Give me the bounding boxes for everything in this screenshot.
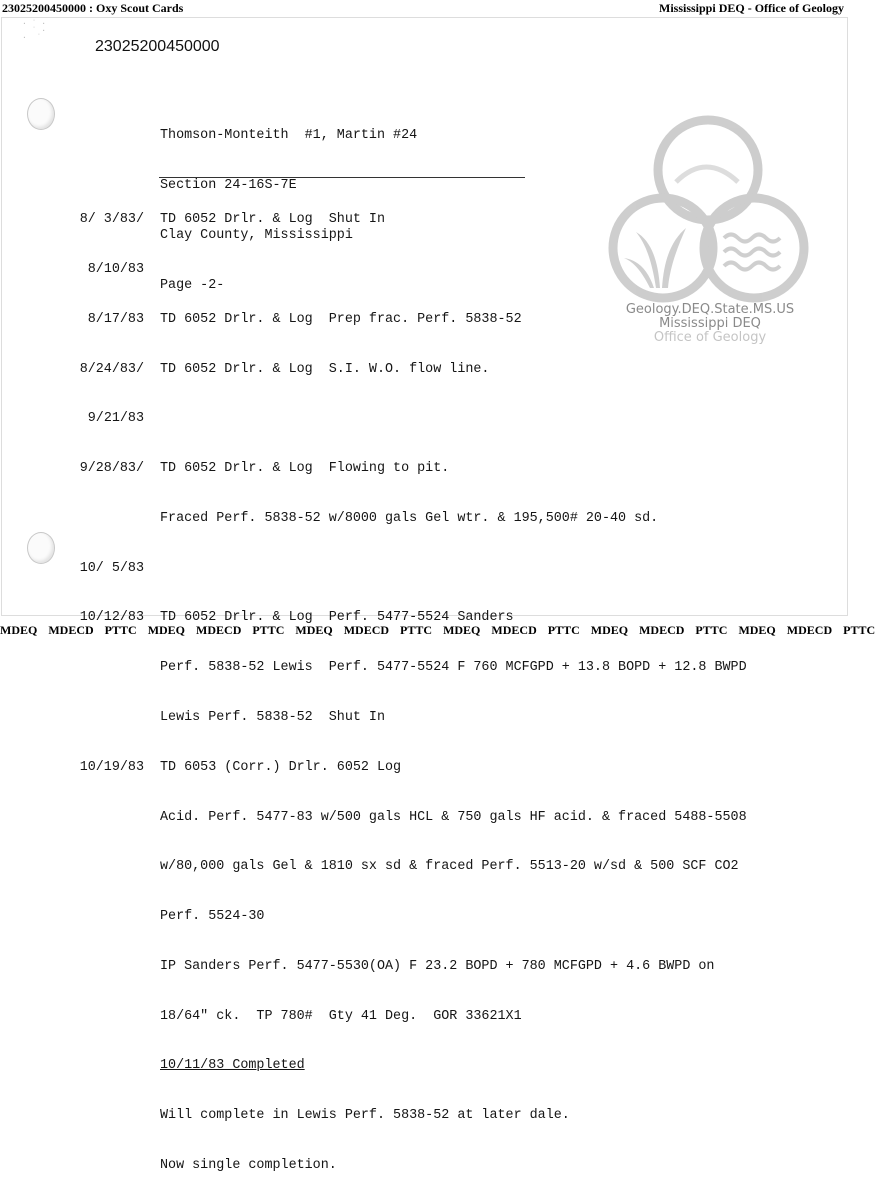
date-item: 8/ 3/83/	[79, 212, 144, 228]
header-left-title: 23025200450000 : Oxy Scout Cards	[2, 1, 184, 15]
entry-line: TD 6052 Drlr. & Log Flowing to pit.	[160, 461, 450, 477]
watermark-office: Office of Geology	[653, 330, 767, 345]
entry-line: 18/64" ck. TP 780# Gty 41 Deg. GOR 33621X1	[160, 1008, 522, 1024]
paper-specks: · ˙ · ˙ · · ˙	[22, 19, 47, 42]
well-section: Section 24-16S-7E	[160, 177, 297, 193]
footer-item: PTTC	[695, 623, 728, 637]
date-item: 9/28/83/	[79, 461, 144, 477]
entry-line: TD 6052 Drlr. & Log S.I. W.O. flow line.	[160, 361, 490, 377]
footer-item: MDEQ	[590, 623, 629, 637]
completion-date: 10/11/83 Completed	[160, 1058, 305, 1074]
entry-line: TD 6052 Drlr. & Log Prep frac. Perf. 5838-52	[160, 311, 522, 327]
entry-line: Now single completion.	[160, 1158, 337, 1174]
entry-line: Will complete in Lewis Perf. 5838-52 at later dale.	[160, 1108, 570, 1124]
date-item: 10/ 5/83	[79, 560, 144, 576]
entry-line: TD 6052 Drlr. & Log Shut In	[160, 212, 385, 228]
date-item	[40, 710, 144, 727]
footer-item: PTTC	[400, 623, 433, 637]
water-waves-icon	[724, 235, 780, 270]
footer-item: MDECD	[343, 623, 390, 637]
entry-line: Perf. 5838-52 Lewis Perf. 5477-5524 F 760 MCFGPD + 13.8 BOPD + 12.8 BWPD	[160, 660, 747, 676]
punch-hole-top	[27, 98, 55, 130]
date-item: 10/12/83	[79, 610, 144, 626]
footer-item: MDECD	[786, 623, 833, 637]
heading-rule	[159, 177, 525, 178]
entry-line	[160, 411, 747, 428]
date-item	[40, 511, 144, 528]
footer-item: MDECD	[48, 623, 94, 637]
watermark-org: Mississippi DEQ	[659, 316, 761, 331]
footer-item: MDEQ	[295, 623, 333, 637]
well-name: Thomson-Monteith #1, Martin #24	[160, 128, 418, 144]
footer-item: PTTC	[843, 623, 876, 637]
date-column	[40, 179, 144, 793]
date-item: 8/24/83/	[79, 361, 144, 377]
entry-line: IP Sanders Perf. 5477-5530(OA) F 23.2 BOPD + 780 MCFGPD + 4.6 BWPD on	[160, 958, 715, 974]
footer-item: MDEQ	[0, 623, 38, 637]
entry-line: Perf. 5524-30	[160, 909, 265, 925]
footer-item: PTTC	[252, 623, 285, 637]
date-item	[40, 660, 144, 677]
plant-icon	[624, 228, 686, 288]
date-item: 8/10/83	[87, 261, 144, 277]
watermark-text	[600, 303, 820, 345]
sun-arc-icon	[676, 167, 738, 182]
watermark-url: Geology.DEQ.State.MS.US	[625, 302, 795, 317]
footer-item: MDECD	[639, 623, 685, 637]
footer-item: PTTC	[547, 623, 580, 637]
footer-item: MDEQ	[738, 623, 776, 637]
entry-line	[160, 561, 747, 578]
date-item: 9/21/83	[87, 411, 144, 427]
footer-item: MDEQ	[147, 623, 186, 637]
api-number: 23025200450000	[95, 38, 220, 55]
footer-item: MDEQ	[443, 623, 481, 637]
logo-top-circle	[658, 120, 758, 220]
date-item: 10/19/83	[79, 759, 144, 775]
date-item: 8/17/83	[87, 311, 144, 327]
footer-bar	[0, 623, 876, 638]
entry-line: Acid. Perf. 5477-83 w/500 gals HCL & 750 gals HF acid. & fraced 5488-5508	[160, 809, 747, 825]
entry-line: Fraced Perf. 5838-52 w/8000 gals Gel wtr. & 195,500# 20-40 sd.	[160, 510, 659, 526]
entry-line: TD 6053 (Corr.) Drlr. 6052 Log	[160, 759, 402, 775]
footer-item: PTTC	[104, 623, 137, 637]
footer-item: MDECD	[491, 623, 537, 637]
page-number: Page -2-	[160, 277, 225, 293]
entry-line: TD 6052 Drlr. & Log Perf. 5477-5524 Sanders	[160, 610, 514, 626]
header-right-title: Mississippi DEQ - Office of Geology	[659, 1, 844, 15]
well-county: Clay County, Mississippi	[160, 227, 353, 243]
entry-line: Lewis Perf. 5838-52 Shut In	[160, 710, 385, 725]
footer-item: MDECD	[196, 623, 242, 637]
entry-line: w/80,000 gals Gel & 1810 sx sd & fraced Perf. 5513-20 w/sd & 500 SCF CO2	[160, 859, 739, 875]
